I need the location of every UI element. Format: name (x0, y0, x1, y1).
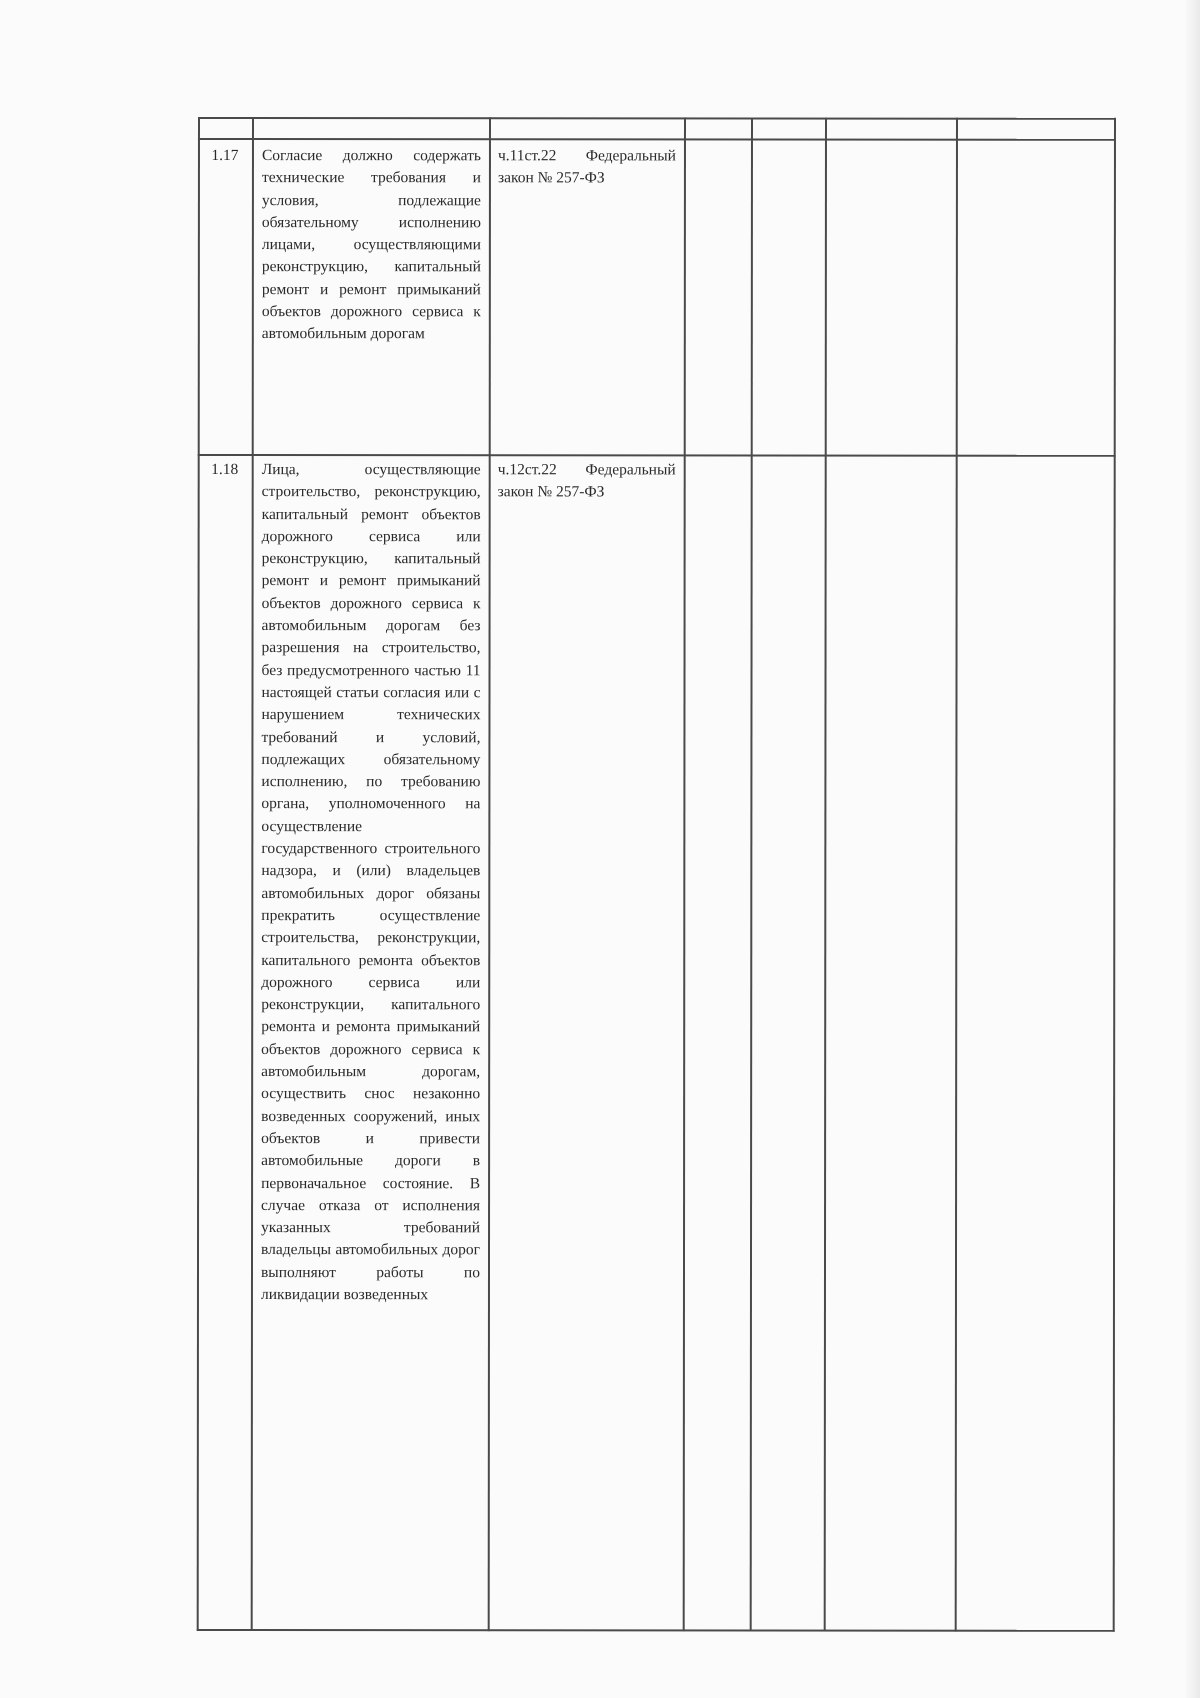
col-border-5 (824, 118, 827, 1632)
requirement-text-cell: Лица, осуществляющие строительство, реконструкцию, капитальный ремонт объектов дорожного сервиса или реконструкцию, капитальный ремонт и ремонт примыканий объектов дорожного сервиса к автомобильным дорогам без разрешения на строительство, без предусмотренного частью 11 настоящей статьи согласия или с нарушением технических требований и условий, подлежащих обязательному исполнению, по требованию органа, уполномоченного на осуществление государственного строительного надзора, и (или) владельцев автомобильных дорог обязаны прекратить осуществление строительства, реконструкции, капитального ремонта объектов дорожного сервиса или реконструкции, капитального ремонта и ремонта примыканий объектов дорожного сервиса к автомобильным дорогам, осуществить снос незаконно возведенных сооружений, иных объектов и привести автомобильные дороги в первоначальное состояние. В случае отказа от исполнения указанных требований владельцы автомобильных дорог выполняют работы по ликвидации возведенных (260, 461, 481, 1304)
scan-edge-shadow (1184, 0, 1200, 1698)
header-strip-border (198, 138, 1116, 140)
col-border-6 (955, 118, 958, 1632)
table-bottom-border (197, 1629, 1115, 1631)
col-border-7 (1113, 118, 1116, 1632)
col-border-4 (750, 117, 753, 1631)
col-border-0 (197, 117, 200, 1631)
row-number-cell: 1.17 (211, 147, 239, 165)
col-border-2 (488, 117, 491, 1631)
legal-reference-cell: ч.12ст.22 Федеральный закон № 257-ФЗ (497, 461, 676, 501)
col-border-3 (683, 117, 686, 1631)
col-border-1 (251, 117, 254, 1631)
legal-reference-cell: ч.11ст.22 Федеральный закон № 257-ФЗ (497, 147, 676, 187)
requirements-table (197, 117, 1116, 1632)
table-top-border (198, 117, 1116, 119)
requirement-text-cell: Согласие должно содержать технические требования и условия, подлежащие обязательному исполнению лицами, осуществляющими реконструкцию, капитальный ремонт и ремонт примыканий объектов дорожного сервиса к автомобильным дорогам (261, 147, 481, 343)
row-number-cell: 1.18 (211, 461, 239, 479)
row-1-17-bottom-border (198, 454, 1116, 456)
